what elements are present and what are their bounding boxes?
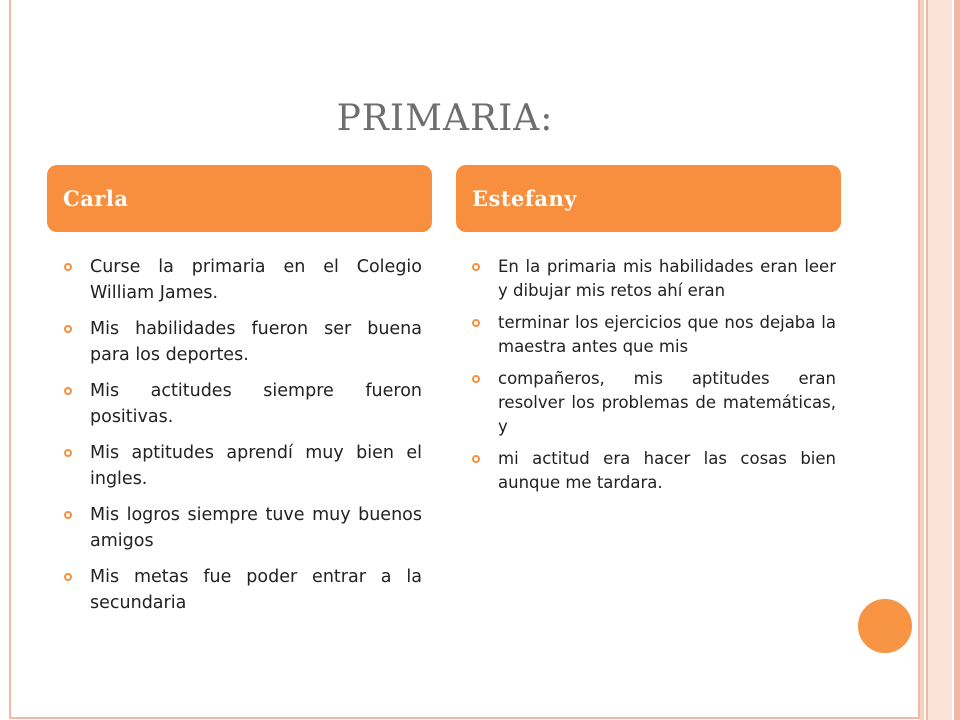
estefany-bullet-list	[470, 255, 836, 503]
column-header-estefany: Estefany	[456, 165, 841, 232]
bullet-icon	[472, 319, 480, 327]
list-item-text: Curse la primaria en el Colegio William James.	[90, 257, 422, 303]
list-item-text: Mis metas fue poder entrar a la secundaria	[90, 567, 422, 613]
list-item	[470, 311, 836, 359]
list-item-text: mi actitud era hacer las cosas bien aunque me tardara.	[498, 449, 836, 492]
list-item	[470, 255, 836, 303]
bullet-icon	[64, 449, 72, 457]
list-item	[62, 378, 422, 430]
list-item-text: Mis aptitudes aprendí muy bien el ingles.	[90, 443, 422, 489]
decorative-stripe-band	[928, 0, 952, 720]
bullet-icon	[64, 263, 72, 271]
list-item	[62, 254, 422, 306]
bullet-icon	[472, 455, 480, 463]
list-item-text: compañeros, mis aptitudes eran resolver los problemas de matemáticas, y	[498, 369, 836, 436]
bullet-icon	[64, 325, 72, 333]
list-item	[62, 316, 422, 368]
list-item	[62, 440, 422, 492]
list-item	[62, 564, 422, 616]
list-item	[470, 447, 836, 495]
bullet-icon	[472, 375, 480, 383]
list-item	[470, 367, 836, 439]
slide-title: PRIMARIA:	[336, 98, 554, 139]
list-item-text: Mis actitudes siempre fueron positivas.	[90, 381, 422, 427]
carla-bullet-list	[62, 254, 422, 626]
list-item-text: Mis logros siempre tuve muy buenos amigos	[90, 505, 422, 551]
list-item-text: terminar los ejercicios que nos dejaba la maestra antes que mis	[498, 313, 836, 356]
list-item-text: En la primaria mis habilidades eran leer y dibujar mis retos ahí eran	[498, 257, 836, 300]
bullet-icon	[64, 387, 72, 395]
column-header-carla: Carla	[47, 165, 432, 232]
decorative-stripes	[920, 0, 960, 720]
list-item-text: Mis habilidades fueron ser buena para los deportes.	[90, 319, 422, 365]
bullet-icon	[472, 263, 480, 271]
bullet-icon	[64, 573, 72, 581]
list-item	[62, 502, 422, 554]
decorative-circle	[855, 596, 915, 656]
bullet-icon	[64, 511, 72, 519]
